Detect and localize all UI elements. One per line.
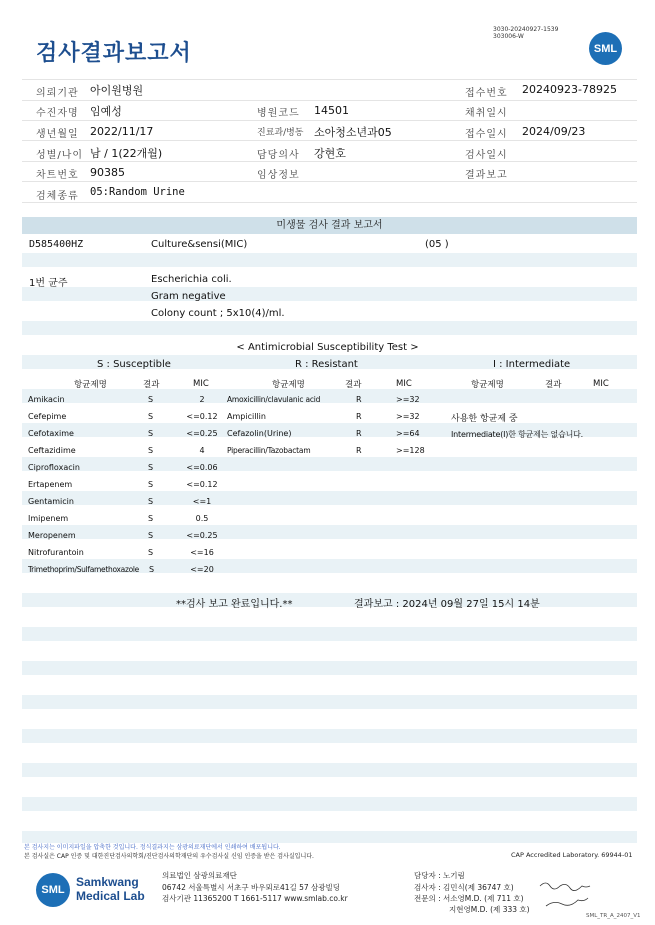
sml-logo-icon: SML: [589, 32, 622, 65]
drug-name: Ertapenem: [28, 480, 73, 489]
doctor-label: 담당의사: [257, 150, 300, 161]
drug-mic: <=0.25: [186, 429, 218, 438]
footer-org: 의료법인 삼광의료재단: [162, 871, 237, 880]
drug-name: Ciprofloxacin: [28, 463, 80, 472]
drug-name: Piperacillin/Tazobactam: [227, 446, 311, 455]
footer-note-1: 본 검사지는 이미지파일을 압축한 것입니다. 정식결과지는 삼광의료재단에서 인쇄하여 배포됩니다.: [24, 844, 281, 851]
drug-name: Nitrofurantoin: [28, 548, 84, 557]
receipt-date-label: 접수일시: [465, 129, 508, 140]
signature-icon: [536, 876, 596, 916]
divider: [22, 140, 637, 141]
staff-specialist-2: 지현영M.D. (제 333 호): [449, 905, 530, 914]
divider: [22, 202, 637, 203]
sml-logo-icon: SML: [36, 873, 70, 907]
divider: [22, 100, 637, 101]
drug-mic: <=20: [190, 565, 214, 574]
footer-contact: 검사기관 11365200 T 1661-5117 www.smlab.co.kr: [162, 894, 348, 903]
drug-name: Ampicillin: [227, 412, 266, 421]
col-drug-header: 항균제명: [471, 380, 504, 390]
drug-result: S: [148, 514, 154, 523]
gram-stain: Gram negative: [151, 291, 226, 302]
specimen-value: 05:Random Urine: [90, 186, 185, 198]
drug-result: R: [356, 412, 362, 421]
test-name: Culture&sensi(MIC): [151, 239, 248, 250]
form-code: SML_TR_A_2407_V1: [586, 913, 641, 919]
collection-date-label: 채취일시: [465, 108, 508, 119]
col-result-header: 결과: [143, 380, 160, 390]
staff-specialist-1: 전문의 : 서소영M.D. (제 711 호): [414, 894, 524, 903]
drug-mic: >=32: [396, 395, 420, 404]
document-code: 3030-20240927-1539 303006-W: [493, 26, 559, 40]
drug-result: S: [148, 480, 154, 489]
legend-intermediate: I : Intermediate: [493, 359, 571, 370]
drug-mic: <=0.25: [186, 531, 218, 540]
legend-susceptible: S : Susceptible: [97, 359, 171, 370]
drug-result: R: [356, 446, 362, 455]
drug-name: Cefepime: [28, 412, 67, 421]
chart-label: 차트번호: [36, 170, 79, 181]
report-label: 결과보고: [465, 170, 508, 181]
drug-name: Amoxicillin/clavulanic acid: [227, 395, 321, 404]
drug-result: S: [148, 463, 154, 472]
drug-mic: >=32: [396, 412, 420, 421]
intermediate-note-2: Intermediate(I)한 항균제는 없습니다.: [451, 430, 583, 439]
drug-mic: <=0.12: [186, 412, 218, 421]
hospital-code-value: 14501: [314, 104, 349, 117]
page-title: 검사결과보고서: [36, 41, 192, 66]
footer-address: 06742 서울특별시 서초구 바우뫼로41길 57 삼광빌딩: [162, 883, 341, 892]
patient-label: 수진자명: [36, 108, 79, 119]
drug-result: S: [148, 395, 154, 404]
drug-result: R: [356, 429, 362, 438]
birth-value: 2022/11/17: [90, 125, 154, 138]
test-date-label: 검사일시: [465, 150, 508, 161]
report-complete: **검사 보고 완료입니다.**: [176, 599, 293, 610]
specimen-label: 검체종류: [36, 191, 79, 202]
drug-result: S: [149, 565, 155, 574]
drug-mic: <=1: [192, 497, 212, 506]
col-result-header: 결과: [345, 380, 362, 390]
drug-result: S: [148, 548, 154, 557]
receipt-date-value: 2024/09/23: [522, 125, 586, 138]
drug-result: R: [356, 395, 362, 404]
cap-accreditation: CAP Accredited Laboratory. 69944-01: [511, 851, 633, 859]
institution-value: 아이원병원: [90, 84, 144, 97]
drug-result: S: [148, 412, 154, 421]
legend-resistant: R : Resistant: [295, 359, 358, 370]
dept-label: 진료과/병동: [257, 128, 304, 138]
drug-name: Trimethoprim/Sulfamethoxazole: [28, 565, 139, 574]
drug-name: Amikacin: [28, 395, 65, 404]
micro-heading: 미생물 검사 결과 보고서: [22, 217, 637, 234]
drug-result: S: [148, 531, 154, 540]
ast-title: < Antimicrobial Susceptibility Test >: [236, 342, 419, 353]
doctor-value: 강현호: [314, 147, 346, 160]
footer-note-2: 본 검사실은 CAP 인증 및 대한진단검사의학회/진단검사의학재단의 우수검사실 신임 인증을 받은 검사실입니다.: [24, 853, 314, 860]
drug-result: S: [148, 497, 154, 506]
isolate-label: 1번 균주: [29, 278, 68, 289]
receipt-no-value: 20240923-78925: [522, 83, 617, 96]
staff-tester: 검사자 : 김민식(제 36747 호): [414, 883, 514, 892]
clinical-label: 임상정보: [257, 170, 300, 181]
sex-age-label: 성별/나이: [36, 150, 84, 161]
birth-label: 생년월일: [36, 129, 79, 140]
col-mic-header: MIC: [396, 379, 412, 389]
test-code: D585400HZ: [29, 239, 84, 250]
test-number: (05 ): [425, 239, 449, 250]
divider: [22, 181, 637, 182]
drug-mic: 4: [199, 446, 205, 455]
drug-name: Ceftazidime: [28, 446, 76, 455]
organism: Escherichia coli.: [151, 274, 232, 285]
drug-result: S: [148, 446, 154, 455]
drug-mic: >=64: [396, 429, 420, 438]
staff-manager: 담당자 : 노기림: [414, 871, 465, 880]
drug-name: Gentamicin: [28, 497, 74, 506]
colony-count: Colony count ; 5x10(4)/ml.: [151, 308, 285, 319]
drug-name: Imipenem: [28, 514, 69, 523]
drug-result: S: [148, 429, 154, 438]
drug-mic: <=0.12: [186, 480, 218, 489]
intermediate-note-1: 사용한 항균제 중: [451, 414, 518, 424]
col-mic-header: MIC: [193, 379, 209, 389]
receipt-no-label: 접수번호: [465, 88, 508, 99]
report-timestamp: 결과보고 : 2024년 09월 27일 15시 14분: [354, 599, 540, 610]
col-result-header: 결과: [545, 380, 562, 390]
drug-name: Meropenem: [28, 531, 76, 540]
drug-mic: 0.5: [195, 514, 209, 523]
drug-mic: >=128: [396, 446, 425, 455]
sex-age-value: 남 / 1(22개월): [90, 147, 163, 160]
divider: [22, 161, 637, 162]
dept-value: 소아청소년과05: [314, 126, 392, 139]
drug-name: Cefotaxime: [28, 429, 74, 438]
divider: [22, 120, 637, 121]
drug-mic: <=16: [190, 548, 214, 557]
drug-name: Cefazolin(Urine): [227, 429, 292, 438]
divider: [22, 79, 637, 80]
col-drug-header: 항균제명: [74, 380, 107, 390]
col-drug-header: 항균제명: [272, 380, 305, 390]
drug-mic: 2: [199, 395, 205, 404]
patient-value: 임예성: [90, 105, 122, 118]
chart-value: 90385: [90, 166, 125, 179]
hospital-code-label: 병원코드: [257, 108, 300, 119]
brand-name: Samkwang Medical Lab: [76, 875, 145, 903]
drug-mic: <=0.06: [186, 463, 218, 472]
col-mic-header: MIC: [593, 379, 609, 389]
institution-label: 의뢰기관: [36, 88, 79, 99]
